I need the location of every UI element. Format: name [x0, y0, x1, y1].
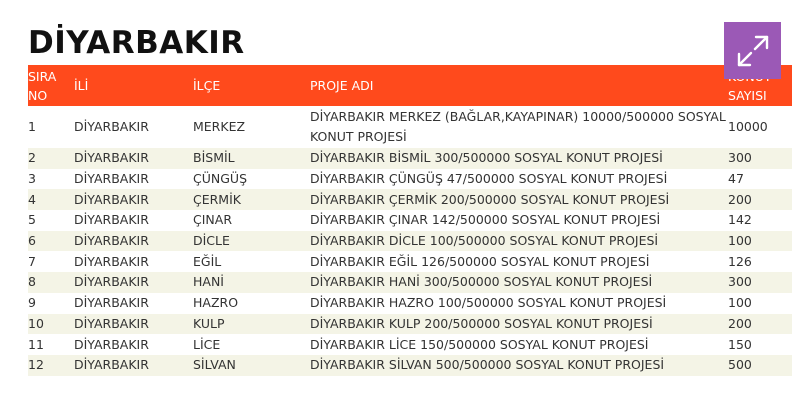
expand-button[interactable] — [724, 22, 781, 79]
data-table — [28, 65, 792, 376]
cell-konut-sayisi: 500 — [728, 355, 792, 376]
table-row — [28, 251, 792, 272]
cell-proje-adi: DİYARBAKIR ÇERMİK 200/500000 SOSYAL KONUT PROJESİ — [310, 189, 728, 210]
cell-proje-adi: DİYARBAKIR KULP 200/500000 SOSYAL KONUT PROJESİ — [310, 314, 728, 335]
cell-ilce: MERKEZ — [193, 119, 246, 134]
cell-ilce: HANİ — [193, 272, 310, 293]
table-header-row — [28, 65, 792, 106]
cell-konut-sayisi: 126 — [728, 253, 752, 269]
cell-proje-adi: DİYARBAKIR HANİ 300/500000 SOSYAL KONUT PROJESİ — [310, 272, 728, 293]
cell-konut-sayisi: 150 — [728, 336, 752, 352]
cell-sira-no: 9 — [28, 295, 36, 311]
cell-il: DİYARBAKIR — [73, 272, 193, 293]
header-ilce: İLÇE — [193, 78, 221, 93]
cell-sira-no: 12 — [28, 355, 73, 376]
cell-konut-sayisi: 300 — [728, 272, 792, 293]
cell-il: DİYARBAKIR — [74, 212, 149, 228]
cell-ilce: BİSMİL — [193, 148, 310, 169]
header-sira-no: SIRA NO — [28, 68, 57, 103]
cell-konut-sayisi: 200 — [728, 189, 792, 210]
table-row — [28, 189, 792, 210]
cell-proje-adi: DİYARBAKIR HAZRO 100/500000 SOSYAL KONUT PROJESİ — [310, 295, 667, 311]
cell-sira-no: 11 — [28, 336, 44, 352]
cell-il: DİYARBAKIR — [73, 314, 193, 335]
cell-sira-no: 10 — [28, 314, 73, 335]
page-title: DİYARBAKIR — [28, 25, 245, 61]
table-row — [28, 293, 792, 314]
table-row — [28, 210, 792, 231]
table-body — [28, 106, 792, 376]
cell-konut-sayisi: 10000 — [728, 119, 768, 134]
cell-ilce: ÇINAR — [193, 212, 233, 228]
cell-proje-adi: DİYARBAKIR MERKEZ (BAĞLAR,KAYAPINAR) 10000/500000 SOSYAL KONUT PROJESİ — [310, 109, 726, 144]
table-row — [28, 231, 792, 252]
cell-il: DİYARBAKIR — [74, 253, 149, 269]
cell-il: DİYARBAKIR — [73, 355, 193, 376]
cell-sira-no: 2 — [28, 148, 73, 169]
cell-il: DİYARBAKIR — [74, 119, 149, 134]
cell-proje-adi: DİYARBAKIR LİCE 150/500000 SOSYAL KONUT PROJESİ — [310, 336, 649, 352]
cell-il: DİYARBAKIR — [73, 189, 193, 210]
cell-il: DİYARBAKIR — [73, 231, 193, 252]
cell-konut-sayisi: 100 — [728, 295, 752, 311]
cell-ilce: EĞİL — [193, 253, 222, 269]
cell-ilce: DİCLE — [193, 231, 310, 252]
cell-sira-no: 7 — [28, 253, 36, 269]
cell-proje-adi: DİYARBAKIR SİLVAN 500/500000 SOSYAL KONUT PROJESİ — [310, 355, 728, 376]
table-row — [28, 334, 792, 355]
cell-il: DİYARBAKIR — [74, 171, 149, 187]
cell-konut-sayisi: 47 — [728, 171, 744, 187]
cell-sira-no: 1 — [28, 119, 36, 134]
cell-sira-no: 6 — [28, 231, 73, 252]
header-il: İLİ — [74, 78, 89, 93]
cell-proje-adi: DİYARBAKIR DİCLE 100/500000 SOSYAL KONUT PROJESİ — [310, 231, 728, 252]
cell-ilce: HAZRO — [193, 295, 239, 311]
cell-ilce: SİLVAN — [193, 355, 310, 376]
table-row — [28, 106, 792, 148]
cell-ilce: KULP — [193, 314, 310, 335]
cell-konut-sayisi: 142 — [728, 212, 752, 228]
table-row — [28, 148, 792, 169]
cell-ilce: ÇERMİK — [193, 189, 310, 210]
cell-ilce: ÇÜNGÜŞ — [193, 171, 247, 187]
header-konut-sayisi: SAYISI — [728, 88, 767, 103]
cell-il: DİYARBAKIR — [73, 148, 193, 169]
cell-konut-sayisi: 300 — [728, 148, 792, 169]
table-row — [28, 314, 792, 335]
cell-il: DİYARBAKIR — [74, 295, 149, 311]
expand-arrows-icon — [735, 33, 771, 69]
cell-sira-no: 4 — [28, 189, 73, 210]
cell-proje-adi: DİYARBAKIR ÇÜNGÜŞ 47/500000 SOSYAL KONUT PROJESİ — [310, 171, 668, 187]
cell-sira-no: 8 — [28, 272, 73, 293]
table-row — [28, 355, 792, 376]
cell-ilce: LİCE — [193, 336, 221, 352]
table-row — [28, 169, 792, 190]
cell-proje-adi: DİYARBAKIR EĞİL 126/500000 SOSYAL KONUT PROJESİ — [310, 253, 650, 269]
cell-konut-sayisi: 100 — [728, 231, 792, 252]
header-proje-adi: PROJE ADI — [310, 78, 374, 93]
cell-il: DİYARBAKIR — [74, 336, 149, 352]
cell-proje-adi: DİYARBAKIR ÇINAR 142/500000 SOSYAL KONUT PROJESİ — [310, 212, 661, 228]
cell-proje-adi: DİYARBAKIR BİSMİL 300/500000 SOSYAL KONUT PROJESİ — [310, 148, 728, 169]
cell-sira-no: 5 — [28, 212, 36, 228]
cell-sira-no: 3 — [28, 171, 36, 187]
table-row — [28, 272, 792, 293]
cell-konut-sayisi: 200 — [728, 314, 792, 335]
